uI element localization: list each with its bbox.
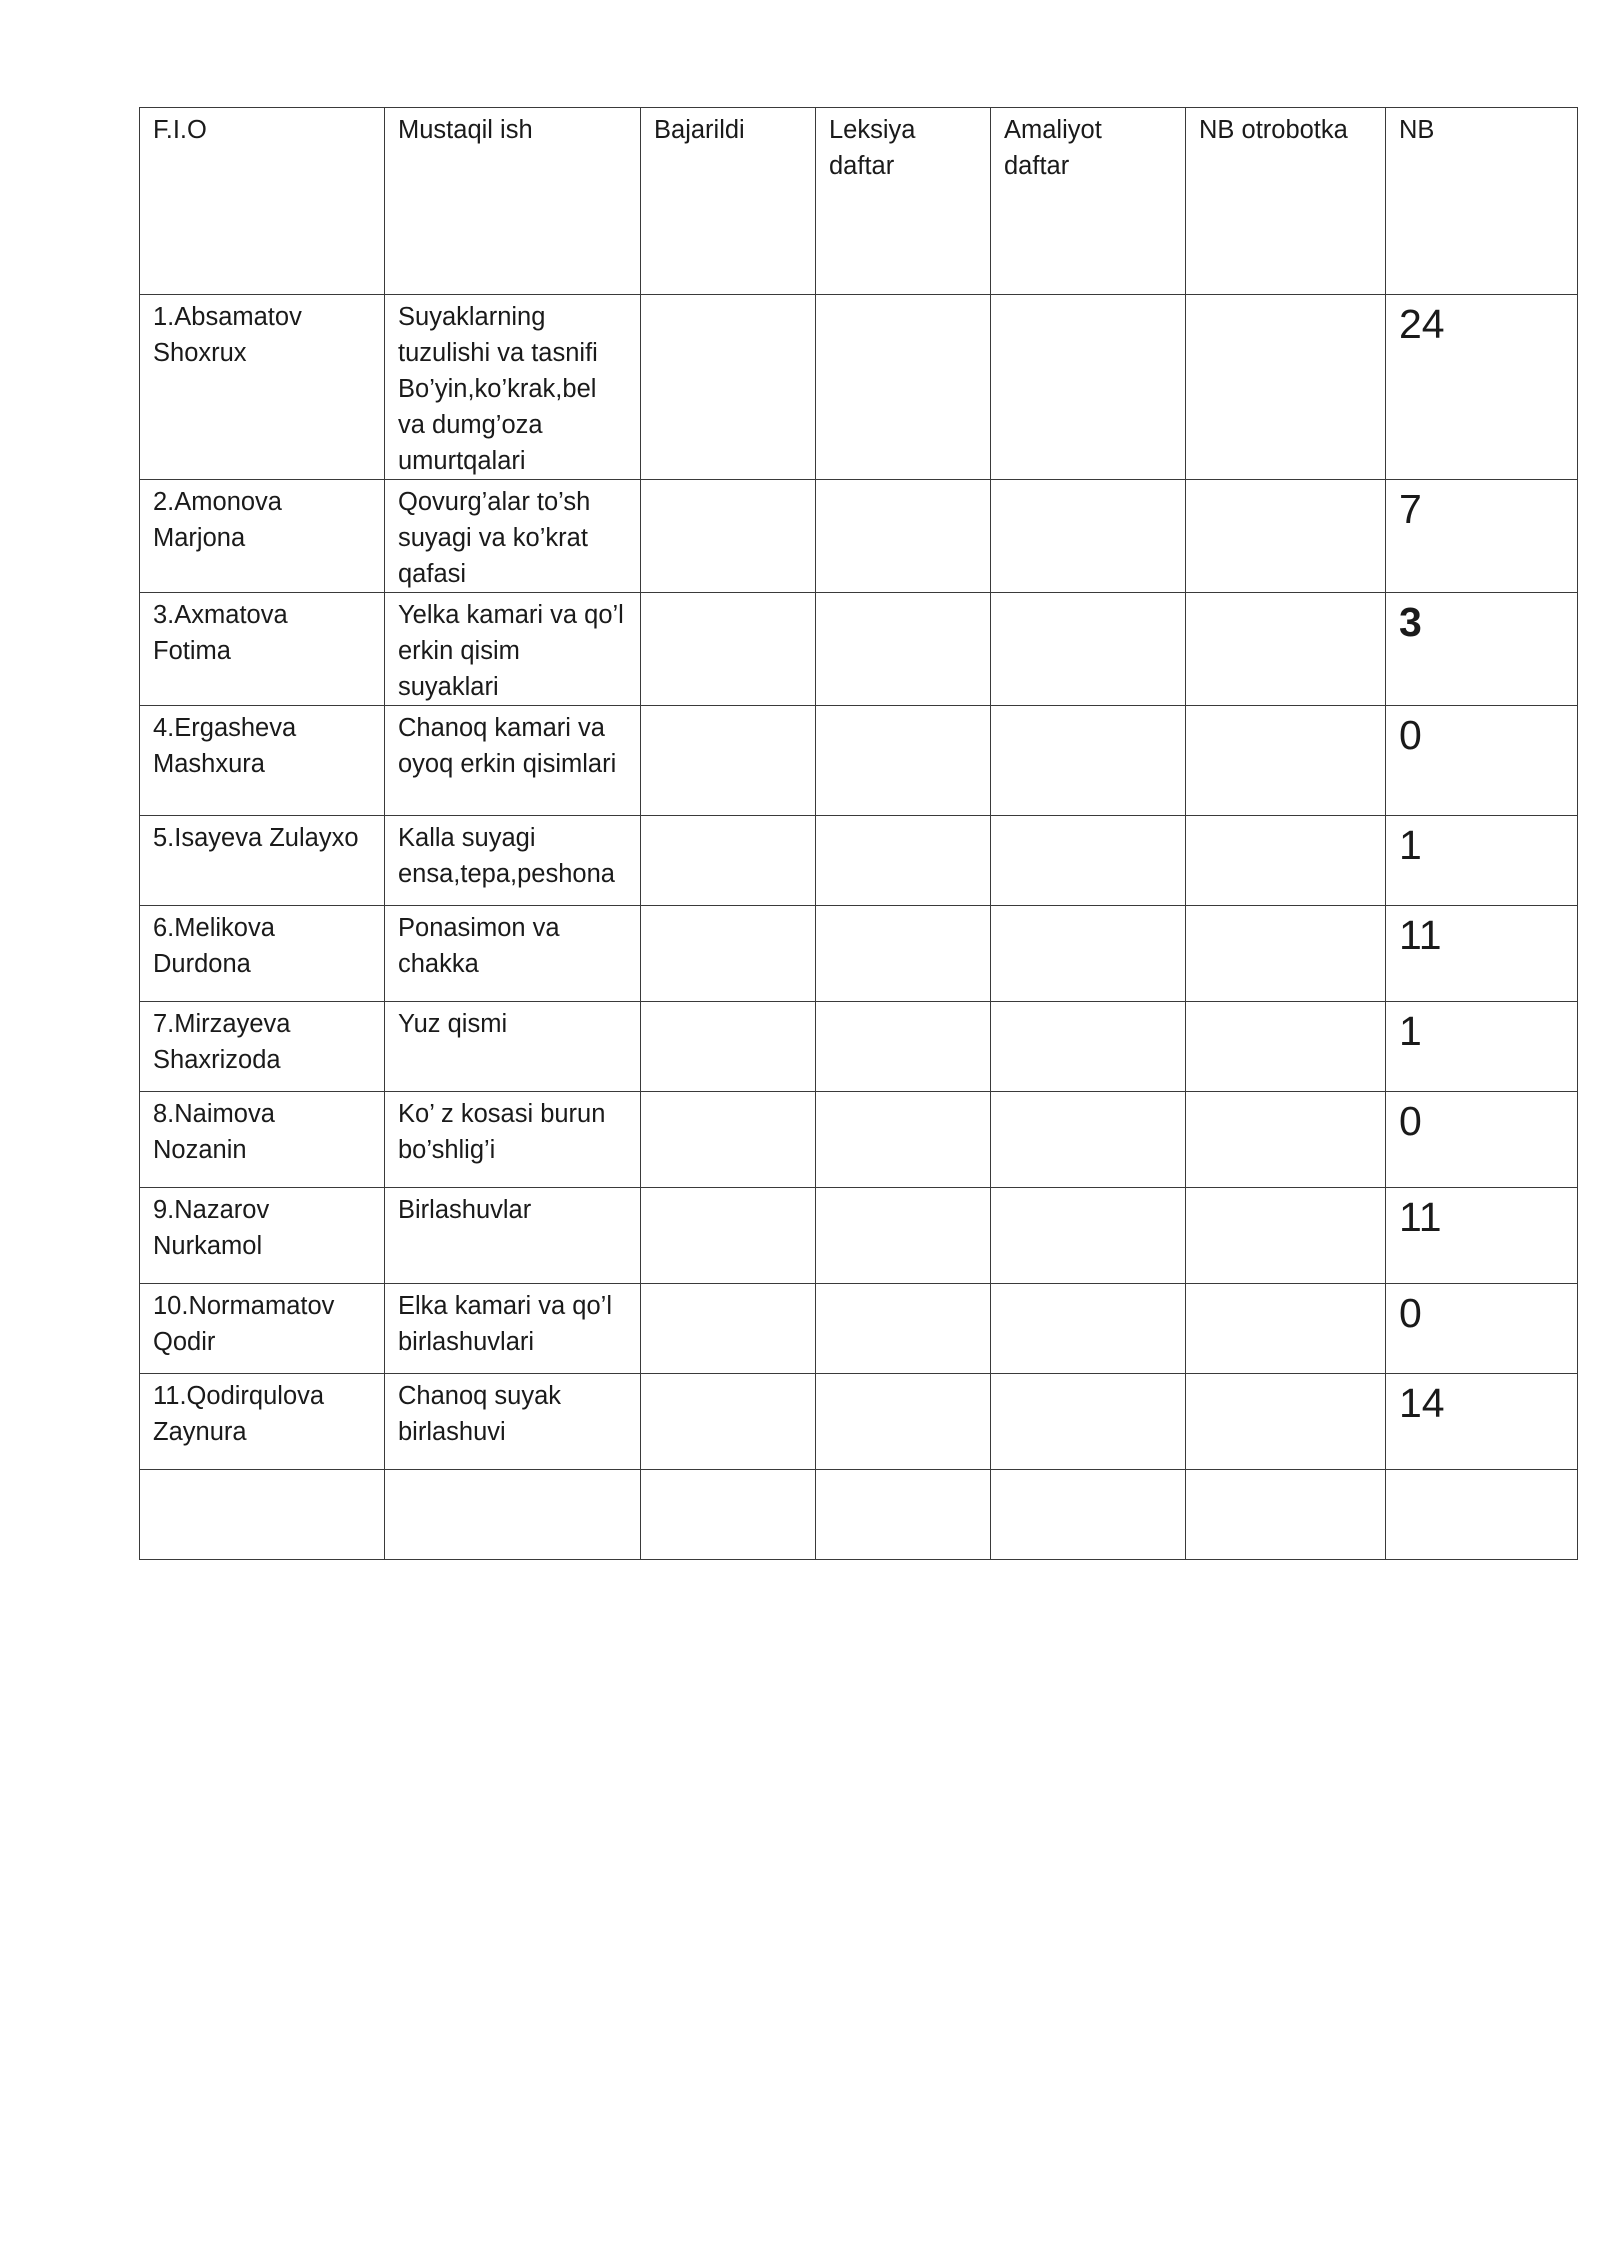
task-topic: Elka kamari va qo’l birlashuvlari bbox=[385, 1284, 641, 1374]
bajarildi-cell bbox=[641, 1092, 816, 1188]
header-row bbox=[140, 108, 1578, 295]
bajarildi-cell bbox=[641, 816, 816, 906]
table-row bbox=[140, 906, 1578, 1002]
table-row bbox=[140, 1002, 1578, 1092]
leksiya-cell bbox=[816, 1188, 991, 1284]
nb-count: 11 bbox=[1386, 906, 1578, 1002]
leksiya-cell bbox=[816, 593, 991, 706]
amaliyot-cell bbox=[991, 480, 1186, 593]
nb-count: 1 bbox=[1386, 816, 1578, 906]
amaliyot-cell bbox=[991, 706, 1186, 816]
leksiya-cell bbox=[816, 906, 991, 1002]
header-nb-otrobotka: NB otrobotka bbox=[1186, 108, 1386, 295]
task-topic bbox=[385, 1470, 641, 1560]
nb-otrobotka-cell bbox=[1186, 480, 1386, 593]
student-table bbox=[139, 107, 1578, 1560]
student-name: 9.Nazarov Nurkamol bbox=[140, 1188, 385, 1284]
nb-count: 3 bbox=[1386, 593, 1578, 706]
nb-otrobotka-cell bbox=[1186, 295, 1386, 480]
bajarildi-cell bbox=[641, 1188, 816, 1284]
bajarildi-cell bbox=[641, 706, 816, 816]
nb-otrobotka-cell bbox=[1186, 1374, 1386, 1470]
header-leksiya-daftar: Leksiya daftar bbox=[816, 108, 991, 295]
amaliyot-cell bbox=[991, 1284, 1186, 1374]
header-nb: NB bbox=[1386, 108, 1578, 295]
table-row-empty bbox=[140, 1470, 1578, 1560]
task-topic: Suyaklarning tuzulishi va tasnifi Bo’yin,ko’krak,bel va dumg’oza umurtqalari bbox=[385, 295, 641, 480]
nb-count: 7 bbox=[1386, 480, 1578, 593]
table-row bbox=[140, 593, 1578, 706]
nb-otrobotka-cell bbox=[1186, 906, 1386, 1002]
header-fio: F.I.O bbox=[140, 108, 385, 295]
leksiya-cell bbox=[816, 480, 991, 593]
student-name: 7.Mirzayeva Shaxrizoda bbox=[140, 1002, 385, 1092]
leksiya-cell bbox=[816, 295, 991, 480]
bajarildi-cell bbox=[641, 1470, 816, 1560]
amaliyot-cell bbox=[991, 593, 1186, 706]
student-name: 10.Normamatov Qodir bbox=[140, 1284, 385, 1374]
leksiya-cell bbox=[816, 1470, 991, 1560]
table-row bbox=[140, 816, 1578, 906]
amaliyot-cell bbox=[991, 1002, 1186, 1092]
table-row bbox=[140, 295, 1578, 480]
header-amaliyot-daftar: Amaliyot daftar bbox=[991, 108, 1186, 295]
nb-otrobotka-cell bbox=[1186, 1188, 1386, 1284]
task-topic: Birlashuvlar bbox=[385, 1188, 641, 1284]
nb-otrobotka-cell bbox=[1186, 1470, 1386, 1560]
amaliyot-cell bbox=[991, 906, 1186, 1002]
table-row bbox=[140, 706, 1578, 816]
nb-otrobotka-cell bbox=[1186, 706, 1386, 816]
nb-count: 24 bbox=[1386, 295, 1578, 480]
student-name: 3.Axmatova Fotima bbox=[140, 593, 385, 706]
nb-otrobotka-cell bbox=[1186, 816, 1386, 906]
amaliyot-cell bbox=[991, 1470, 1186, 1560]
amaliyot-cell bbox=[991, 1188, 1186, 1284]
task-topic: Qovurg’alar to’sh suyagi va ko’krat qafasi bbox=[385, 480, 641, 593]
header-bajarildi: Bajarildi bbox=[641, 108, 816, 295]
nb-count: 1 bbox=[1386, 1002, 1578, 1092]
nb-otrobotka-cell bbox=[1186, 1002, 1386, 1092]
table-row bbox=[140, 1284, 1578, 1374]
bajarildi-cell bbox=[641, 295, 816, 480]
leksiya-cell bbox=[816, 1092, 991, 1188]
task-topic: Chanoq suyak birlashuvi bbox=[385, 1374, 641, 1470]
table-row bbox=[140, 1092, 1578, 1188]
student-name: 6.Melikova Durdona bbox=[140, 906, 385, 1002]
bajarildi-cell bbox=[641, 906, 816, 1002]
leksiya-cell bbox=[816, 816, 991, 906]
student-name: 2.Amonova Marjona bbox=[140, 480, 385, 593]
nb-otrobotka-cell bbox=[1186, 1284, 1386, 1374]
bajarildi-cell bbox=[641, 1374, 816, 1470]
table-row bbox=[140, 1188, 1578, 1284]
task-topic: Yelka kamari va qo’l erkin qisim suyaklari bbox=[385, 593, 641, 706]
student-name: 1.Absamatov Shoxrux bbox=[140, 295, 385, 480]
leksiya-cell bbox=[816, 1374, 991, 1470]
table-row bbox=[140, 1374, 1578, 1470]
task-topic: Ko’ z kosasi burun bo’shlig’i bbox=[385, 1092, 641, 1188]
bajarildi-cell bbox=[641, 1284, 816, 1374]
header-mustaqil-ish: Mustaqil ish bbox=[385, 108, 641, 295]
leksiya-cell bbox=[816, 706, 991, 816]
table-row bbox=[140, 480, 1578, 593]
nb-otrobotka-cell bbox=[1186, 1092, 1386, 1188]
task-topic: Chanoq kamari va oyoq erkin qisimlari bbox=[385, 706, 641, 816]
amaliyot-cell bbox=[991, 295, 1186, 480]
task-topic: Ponasimon va chakka bbox=[385, 906, 641, 1002]
amaliyot-cell bbox=[991, 1374, 1186, 1470]
nb-count: 14 bbox=[1386, 1374, 1578, 1470]
student-name: 11.Qodirqulova Zaynura bbox=[140, 1374, 385, 1470]
student-name: 4.Ergasheva Mashxura bbox=[140, 706, 385, 816]
bajarildi-cell bbox=[641, 480, 816, 593]
student-name bbox=[140, 1470, 385, 1560]
bajarildi-cell bbox=[641, 593, 816, 706]
nb-count: 0 bbox=[1386, 1284, 1578, 1374]
nb-count bbox=[1386, 1470, 1578, 1560]
amaliyot-cell bbox=[991, 1092, 1186, 1188]
nb-count: 0 bbox=[1386, 706, 1578, 816]
nb-otrobotka-cell bbox=[1186, 593, 1386, 706]
task-topic: Kalla suyagi ensa,tepa,peshona bbox=[385, 816, 641, 906]
leksiya-cell bbox=[816, 1002, 991, 1092]
student-name: 5.Isayeva Zulayxo bbox=[140, 816, 385, 906]
bajarildi-cell bbox=[641, 1002, 816, 1092]
nb-count: 0 bbox=[1386, 1092, 1578, 1188]
student-name: 8.Naimova Nozanin bbox=[140, 1092, 385, 1188]
leksiya-cell bbox=[816, 1284, 991, 1374]
task-topic: Yuz qismi bbox=[385, 1002, 641, 1092]
nb-count: 11 bbox=[1386, 1188, 1578, 1284]
amaliyot-cell bbox=[991, 816, 1186, 906]
